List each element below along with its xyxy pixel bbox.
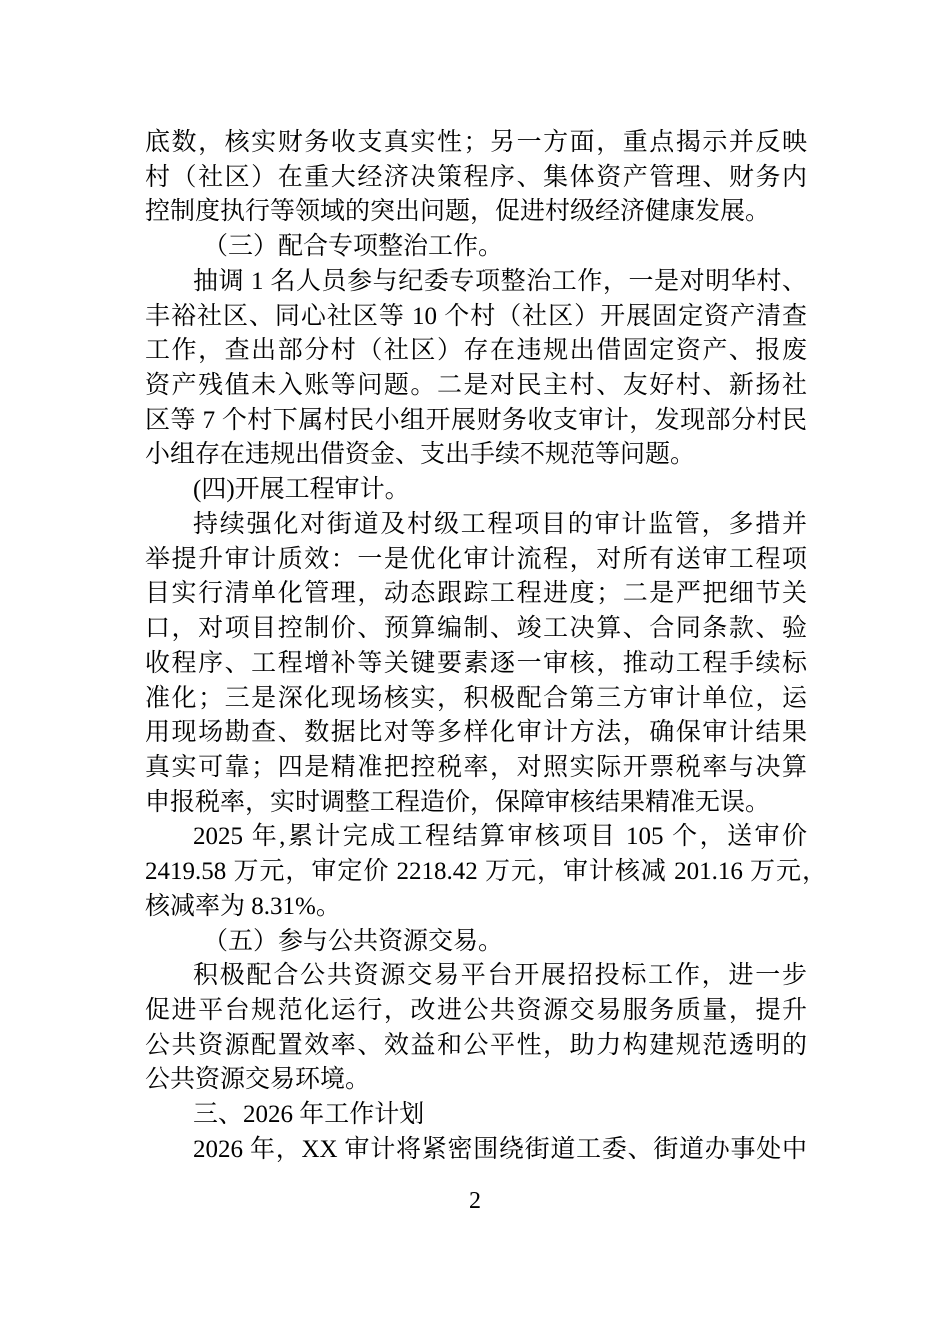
text-line: 控制度执行等领域的突出问题，促进村级经济健康发展。 (145, 198, 771, 226)
text-line: 2025 年,累计完成工程结算审核项目 105 个，送审价 (193, 823, 807, 851)
text-line: 公共资源交易环境。 (145, 1066, 371, 1094)
text-line: 持续强化对街道及村级工程项目的审计监管，多措并 (193, 510, 807, 538)
text-line: 丰裕社区、同心社区等 10 个村（社区）开展固定资产清查 (145, 302, 807, 330)
text-line: 资产残值未入账等问题。二是对民主村、友好村、新扬社 (145, 372, 807, 400)
document-body (145, 126, 827, 1168)
text-line: (四)开展工程审计。 (193, 476, 410, 504)
text-line: 准化；三是深化现场核实，积极配合第三方审计单位，运 (145, 684, 807, 712)
text-line: 2419.58 万元，审定价 2218.42 万元，审计核减 201.16 万元， (145, 858, 827, 886)
text-line: （五）参与公共资源交易。 (203, 927, 504, 955)
text-line: 用现场勘查、数据比对等多样化审计方法，确保审计结果 (145, 719, 807, 747)
text-line: 口，对项目控制价、预算编制、竣工决算、合同条款、验 (145, 615, 807, 643)
text-line: 公共资源配置效率、效益和公平性，助力构建规范透明的 (145, 1031, 807, 1059)
text-line: 村（社区）在重大经济决策程序、集体资产管理、财务内 (145, 163, 807, 191)
text-line: 目实行清单化管理，动态跟踪工程进度；二是严把细节关 (145, 580, 807, 608)
text-line: 促进平台规范化运行，改进公共资源交易服务质量，提升 (145, 996, 807, 1024)
text-line: 工作，查出部分村（社区）存在违规出借固定资产、报废 (145, 337, 807, 365)
text-line: 举提升审计质效：一是优化审计流程，对所有送审工程项 (145, 545, 807, 573)
text-line: 收程序、工程增补等关键要素逐一审核，推动工程手续标 (145, 649, 807, 677)
text-line: （三）配合专项整治工作。 (203, 233, 504, 261)
text-line: 小组存在违规出借资金、支出手续不规范等问题。 (145, 441, 696, 469)
text-line: 底数，核实财务收支真实性；另一方面，重点揭示并反映 (145, 129, 807, 156)
page-number: 2 (469, 1188, 481, 1214)
text-line: 抽调 1 名人员参与纪委专项整治工作，一是对明华村、 (193, 267, 807, 295)
text-line: 申报税率，实时调整工程造价，保障审核结果精准无误。 (145, 788, 771, 816)
text-line: 真实可靠；四是精准把控税率，对照实际开票税率与决算 (145, 753, 807, 781)
text-line: 积极配合公共资源交易平台开展招投标工作，进一步 (193, 962, 807, 990)
text-line: 区等 7 个村下属村民小组开展财务收支审计，发现部分村民 (145, 406, 807, 434)
text-line: 2026 年，XX 审计将紧密围绕街道工委、街道办事处中 (193, 1135, 807, 1163)
text-line: 核减率为 8.31%。 (145, 892, 341, 920)
text-line: 三、2026 年工作计划 (193, 1101, 425, 1129)
